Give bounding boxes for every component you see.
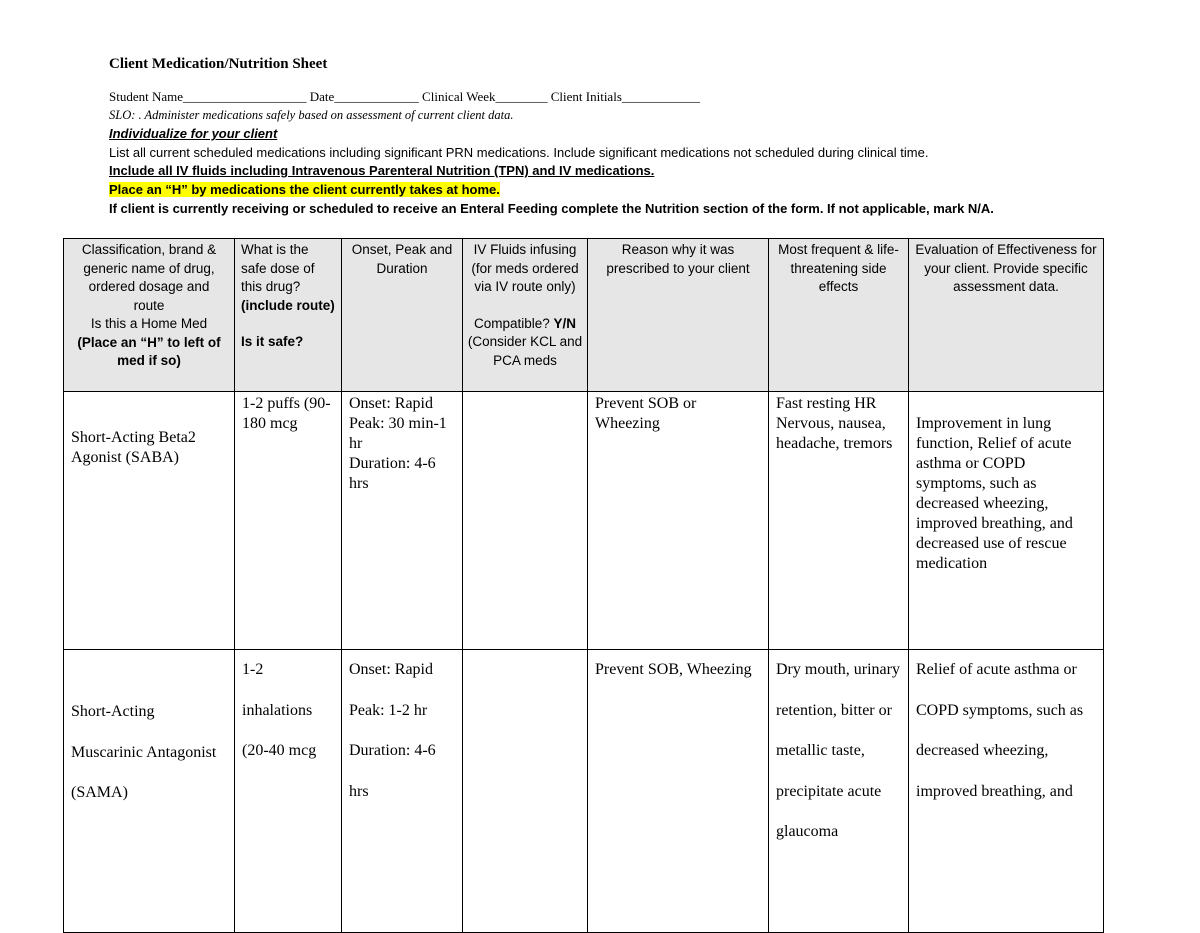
highlighted-text: Place an “H” by medications the client currently takes at home. [109, 182, 500, 197]
table-header-row [64, 239, 1104, 392]
cell-side-effects: Fast resting HR Nervous, nausea, headache, tremors [769, 392, 909, 650]
slo-text: SLO: . Administer medications safely based on assessment of current client data. [109, 108, 514, 122]
cell-evaluation: Improvement in lung function, Relief of acute asthma or COPD symptoms, such as decreased wheezing, improved breathing, and decreased use of rescue medication [909, 392, 1104, 650]
student-info-fields: Student Name___________________ Date_____________ Clinical Week________ Client Initials____________ [109, 89, 700, 104]
list-instruction: List all current scheduled medications including significant PRN medications. Include significant medications not scheduled during clinical time. [109, 145, 929, 160]
cell-onset: Onset: Rapid Peak: 1-2 hr Duration: 4-6 hrs [342, 650, 463, 933]
header-side-effects: Most frequent & life-threatening side effects [769, 239, 909, 392]
cell-dose: 1-2 inhalations (20-40 mcg [235, 650, 342, 933]
cell-iv [463, 392, 588, 650]
cell-reason: Prevent SOB, Wheezing [588, 650, 769, 933]
cell-dose: 1-2 puffs (90-180 mcg [235, 392, 342, 650]
header-evaluation: Evaluation of Effectiveness for your client. Provide specific assessment data. [909, 239, 1104, 392]
header-onset-peak-duration: Onset, Peak and Duration [342, 239, 463, 392]
medication-table [63, 238, 1104, 933]
cell-side-effects: Dry mouth, urinary retention, bitter or metallic taste, precipitate acute glaucoma [769, 650, 909, 933]
header-iv-fluids: IV Fluids infusing (for meds ordered via IV route only) Compatible? Y/N (Consider KCL and PCA meds [463, 239, 588, 392]
cell-iv [463, 650, 588, 933]
table-row [64, 392, 1104, 650]
header-drug-classification: Classification, brand & generic name of drug, ordered dosage and route Is this a Home Med (Place an “H” to left of med if so) [64, 239, 235, 392]
cell-drug: Short-Acting Beta2 Agonist (SABA) [64, 392, 235, 650]
cell-drug: Short-Acting Muscarinic Antagonist (SAMA) [64, 650, 235, 933]
iv-instruction: Include all IV fluids including Intravenous Parenteral Nutrition (TPN) and IV medications. [109, 163, 655, 178]
individualize-heading: Individualize for your client [109, 126, 278, 141]
cell-evaluation: Relief of acute asthma or COPD symptoms, such as decreased wheezing, improved breathing, and [909, 650, 1104, 933]
enteral-instruction: If client is currently receiving or scheduled to receive an Enteral Feeding complete the Nutrition section of the form. If not applicable, mark N/A. [109, 201, 994, 216]
header-reason: Reason why it was prescribed to your client [588, 239, 769, 392]
cell-reason: Prevent SOB or Wheezing [588, 392, 769, 650]
page-title: Client Medication/Nutrition Sheet [109, 56, 328, 72]
home-med-instruction [109, 182, 500, 197]
header-safe-dose: What is the safe dose of this drug? (include route) Is it safe? [235, 239, 342, 392]
cell-onset: Onset: Rapid Peak: 30 min-1 hr Duration: 4-6 hrs [342, 392, 463, 650]
table-row [64, 650, 1104, 933]
